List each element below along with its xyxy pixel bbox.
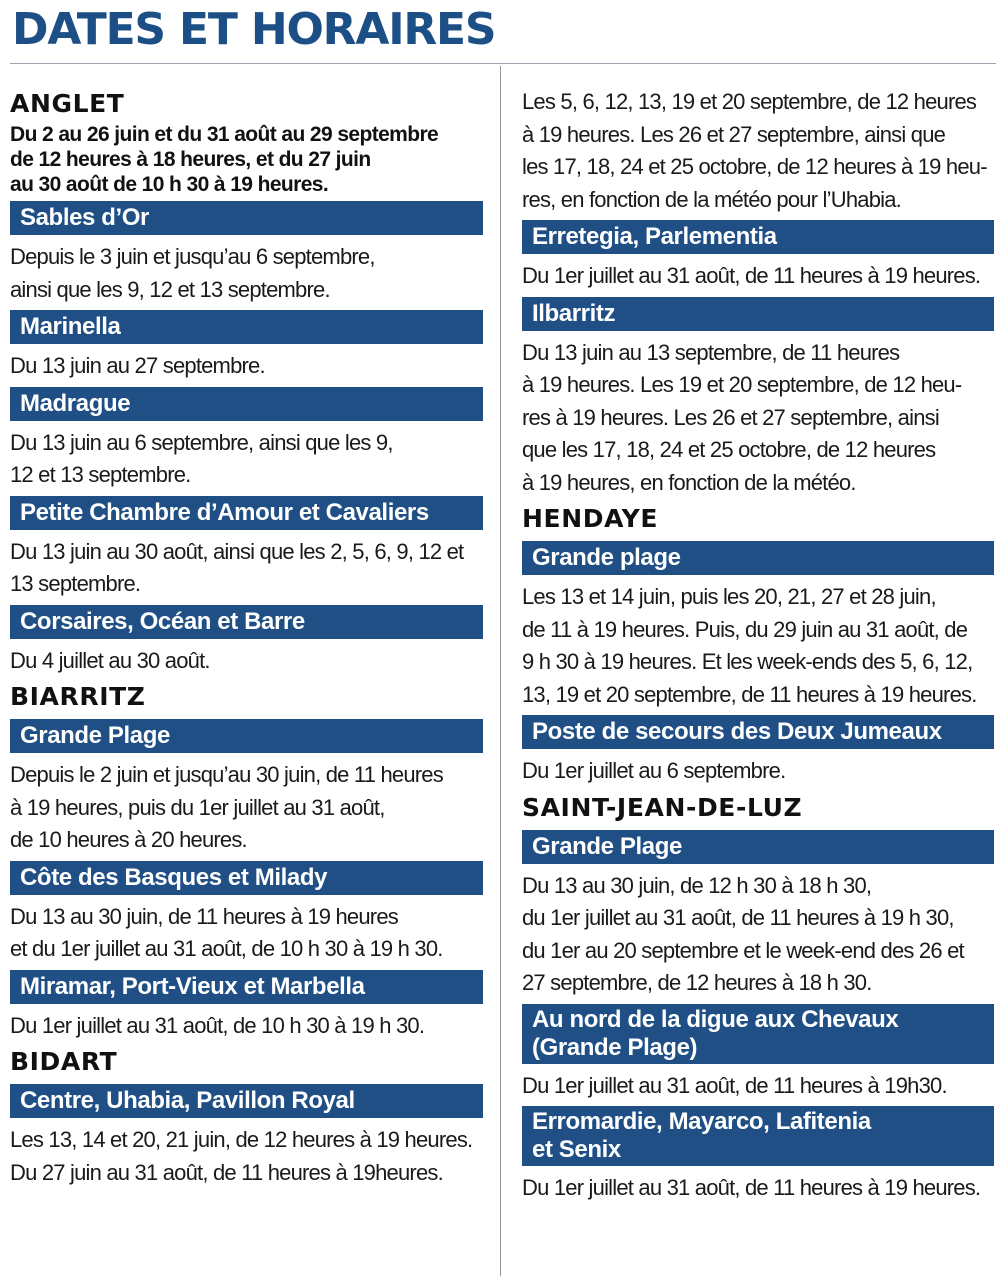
beach-schedule-text <box>522 870 994 1000</box>
left-column <box>10 88 483 1193</box>
beach-name-bar <box>522 220 994 254</box>
column-divider <box>500 66 501 1276</box>
text-line: Corsaires, Océan et Barre <box>20 607 305 635</box>
text-line: Les 5, 6, 12, 13, 19 et 20 septembre, de 12 heures <box>522 89 977 114</box>
text-line: Du 13 juin au 30 août, ainsi que les 2, 5, 6, 9, 12 et <box>10 538 464 564</box>
beach-name-bar <box>10 496 483 530</box>
beach-name-bar <box>522 715 994 749</box>
text-line: Erromardie, Mayarco, Lafitenia <box>532 1108 871 1135</box>
text-line: Du 27 juin au 31 août, de 11 heures à 19heures. <box>10 1159 443 1185</box>
text-line: 13 septembre. <box>10 571 141 596</box>
text-line: Du 13 au 30 juin, de 11 heures à 19 heures <box>10 903 398 929</box>
city-heading-bidart: BIDART <box>10 1047 118 1076</box>
beach-schedule-text <box>10 1010 483 1043</box>
text-line: Grande Plage <box>532 832 682 860</box>
page-title: DATES ET HORAIRES <box>12 4 496 55</box>
text-line: 13, 19 et 20 septembre, de 11 heures à 19 heures. <box>522 681 977 707</box>
beach-name-bar <box>10 719 483 753</box>
beach-name-bar <box>522 541 994 575</box>
text-line: à 19 heures, puis du 1er juillet au 31 août, <box>10 794 385 820</box>
beach-schedule-text <box>10 901 483 966</box>
beach-name-bar <box>522 297 994 331</box>
beach-name-bar <box>522 1106 994 1166</box>
text-line: Du 13 au 30 juin, de 12 h 30 à 18 h 30, <box>522 872 872 898</box>
text-line: Erretegia, Parlementia <box>532 223 777 250</box>
text-line: les 17, 18, 24 et 25 octobre, de 12 heures à 19 heu- <box>522 154 987 179</box>
text-line: res, en fonction de la météo pour l’Uhabia. <box>522 186 901 212</box>
text-line: Les 13, 14 et 20, 21 juin, de 12 heures à 19 heures. <box>10 1127 473 1152</box>
beach-list-bidart-continued <box>522 220 994 499</box>
text-line: Madrague <box>20 389 131 417</box>
text-line: Miramar, Port-Vieux et Marbella <box>20 972 365 1000</box>
beach-name-bar <box>10 970 483 1004</box>
beach-list-hendaye <box>522 541 994 788</box>
beach-list-anglet <box>10 201 483 677</box>
city-heading-hendaye: HENDAYE <box>522 504 659 533</box>
beach-schedule-text <box>10 536 483 601</box>
beach-schedule-text <box>10 241 483 306</box>
text-line: Marinella <box>20 313 121 340</box>
text-line: que les 17, 18, 24 et 25 octobre, de 12 heures <box>522 437 936 462</box>
text-line: Grande Plage <box>20 722 170 749</box>
text-line: Du 13 juin au 27 septembre. <box>10 353 265 378</box>
text-line: Sables d’Or <box>20 204 149 231</box>
beach-schedule-text <box>522 1070 994 1103</box>
bidart-continued-text <box>522 86 994 216</box>
text-line: Du 1er juillet au 31 août, de 11 heures à 19h30. <box>522 1072 947 1098</box>
anglet-intro <box>10 122 483 197</box>
text-line: 9 h 30 à 19 heures. Et les week-ends des 5, 6, 12, <box>522 649 973 674</box>
text-line: à 19 heures. Les 26 et 27 septembre, ainsi que <box>522 121 946 147</box>
beach-schedule-text <box>10 427 483 492</box>
beach-schedule-text <box>522 581 994 711</box>
beach-name-bar <box>10 201 483 235</box>
text-line: à 19 heures, en fonction de la météo. <box>522 469 856 495</box>
text-line: Côte des Basques et Milady <box>20 863 328 891</box>
text-line: Au nord de la digue aux Chevaux <box>532 1005 899 1033</box>
text-line: Du 1er juillet au 31 août, de 11 heures à 19 heures. <box>522 1175 981 1200</box>
text-line: Depuis le 2 juin et jusqu’au 30 juin, de 11 heures <box>10 762 443 787</box>
text-line: Du 2 au 26 juin et du 31 août au 29 septembre <box>10 123 439 146</box>
text-line: Du 13 juin au 6 septembre, ainsi que les 9, <box>10 429 393 455</box>
text-line: et Senix <box>532 1136 621 1163</box>
beach-name-bar <box>10 605 483 639</box>
text-line: Du 4 juillet au 30 août. <box>10 647 210 673</box>
text-line: et du 1er juillet au 31 août, de 10 h 30 à 19 h 30. <box>10 936 443 961</box>
beach-name-bar <box>10 387 483 421</box>
beach-name-bar <box>522 1004 994 1064</box>
text-line: à 19 heures. Les 19 et 20 septembre, de 12 heu- <box>522 372 962 397</box>
beach-name-bar <box>10 310 483 344</box>
title-divider <box>10 63 996 64</box>
text-line: Poste de secours des Deux Jumeaux <box>532 718 942 745</box>
beach-schedule-text <box>10 1124 483 1189</box>
text-line: de 11 à 19 heures. Puis, du 29 juin au 31 août, de <box>522 616 968 642</box>
beach-schedule-text <box>10 645 483 678</box>
text-line: (Grande Plage) <box>532 1033 698 1061</box>
beach-list-saint-jean-de-luz <box>522 830 994 1205</box>
beach-schedule-text <box>522 260 994 293</box>
city-heading-anglet: ANGLET <box>10 89 125 118</box>
right-column <box>522 86 994 1209</box>
text-line: du 1er juillet au 31 août, de 11 heures à 19 h 30, <box>522 905 954 930</box>
text-line: Les 13 et 14 juin, puis les 20, 21, 27 et 28 juin, <box>522 584 936 609</box>
beach-schedule-text <box>10 350 483 383</box>
beach-name-bar <box>10 1084 483 1118</box>
beach-schedule-text <box>10 759 483 857</box>
city-heading-biarritz: BIARRITZ <box>10 682 146 711</box>
text-line: Grande plage <box>532 544 681 571</box>
beach-name-bar <box>522 830 994 864</box>
text-line: Du 13 juin au 13 septembre, de 11 heures <box>522 339 900 365</box>
text-line: Centre, Uhabia, Pavillon Royal <box>20 1087 355 1114</box>
beach-schedule-text <box>522 337 994 500</box>
beach-schedule-text <box>522 1172 994 1205</box>
text-line: de 12 heures à 18 heures, et du 27 juin <box>10 148 371 171</box>
text-line: Ilbarritz <box>532 299 616 327</box>
text-line: 12 et 13 septembre. <box>10 462 191 487</box>
text-line: Du 1er juillet au 31 août, de 11 heures à 19 heures. <box>522 263 981 288</box>
text-line: ainsi que les 9, 12 et 13 septembre. <box>10 276 330 302</box>
text-line: Petite Chambre d’Amour et Cavaliers <box>20 498 429 526</box>
text-line: Depuis le 3 juin et jusqu’au 6 septembre, <box>10 244 375 269</box>
text-line: Du 1er juillet au 6 septembre. <box>522 758 786 783</box>
beach-name-bar <box>10 861 483 895</box>
text-line: de 10 heures à 20 heures. <box>10 827 247 852</box>
beach-list-biarritz <box>10 719 483 1042</box>
text-line: Du 1er juillet au 31 août, de 10 h 30 à 19 h 30. <box>10 1012 425 1038</box>
city-heading-saint-jean-de-luz: SAINT-JEAN-DE-LUZ <box>522 792 803 822</box>
text-line: au 30 août de 10 h 30 à 19 heures. <box>10 173 329 196</box>
beach-list-bidart <box>10 1084 483 1189</box>
text-line: du 1er au 20 septembre et le week-end des 26 et <box>522 937 964 963</box>
text-line: 27 septembre, de 12 heures à 18 h 30. <box>522 970 872 995</box>
text-line: res à 19 heures. Les 26 et 27 septembre, ainsi <box>522 404 939 430</box>
beach-schedule-text <box>522 755 994 788</box>
